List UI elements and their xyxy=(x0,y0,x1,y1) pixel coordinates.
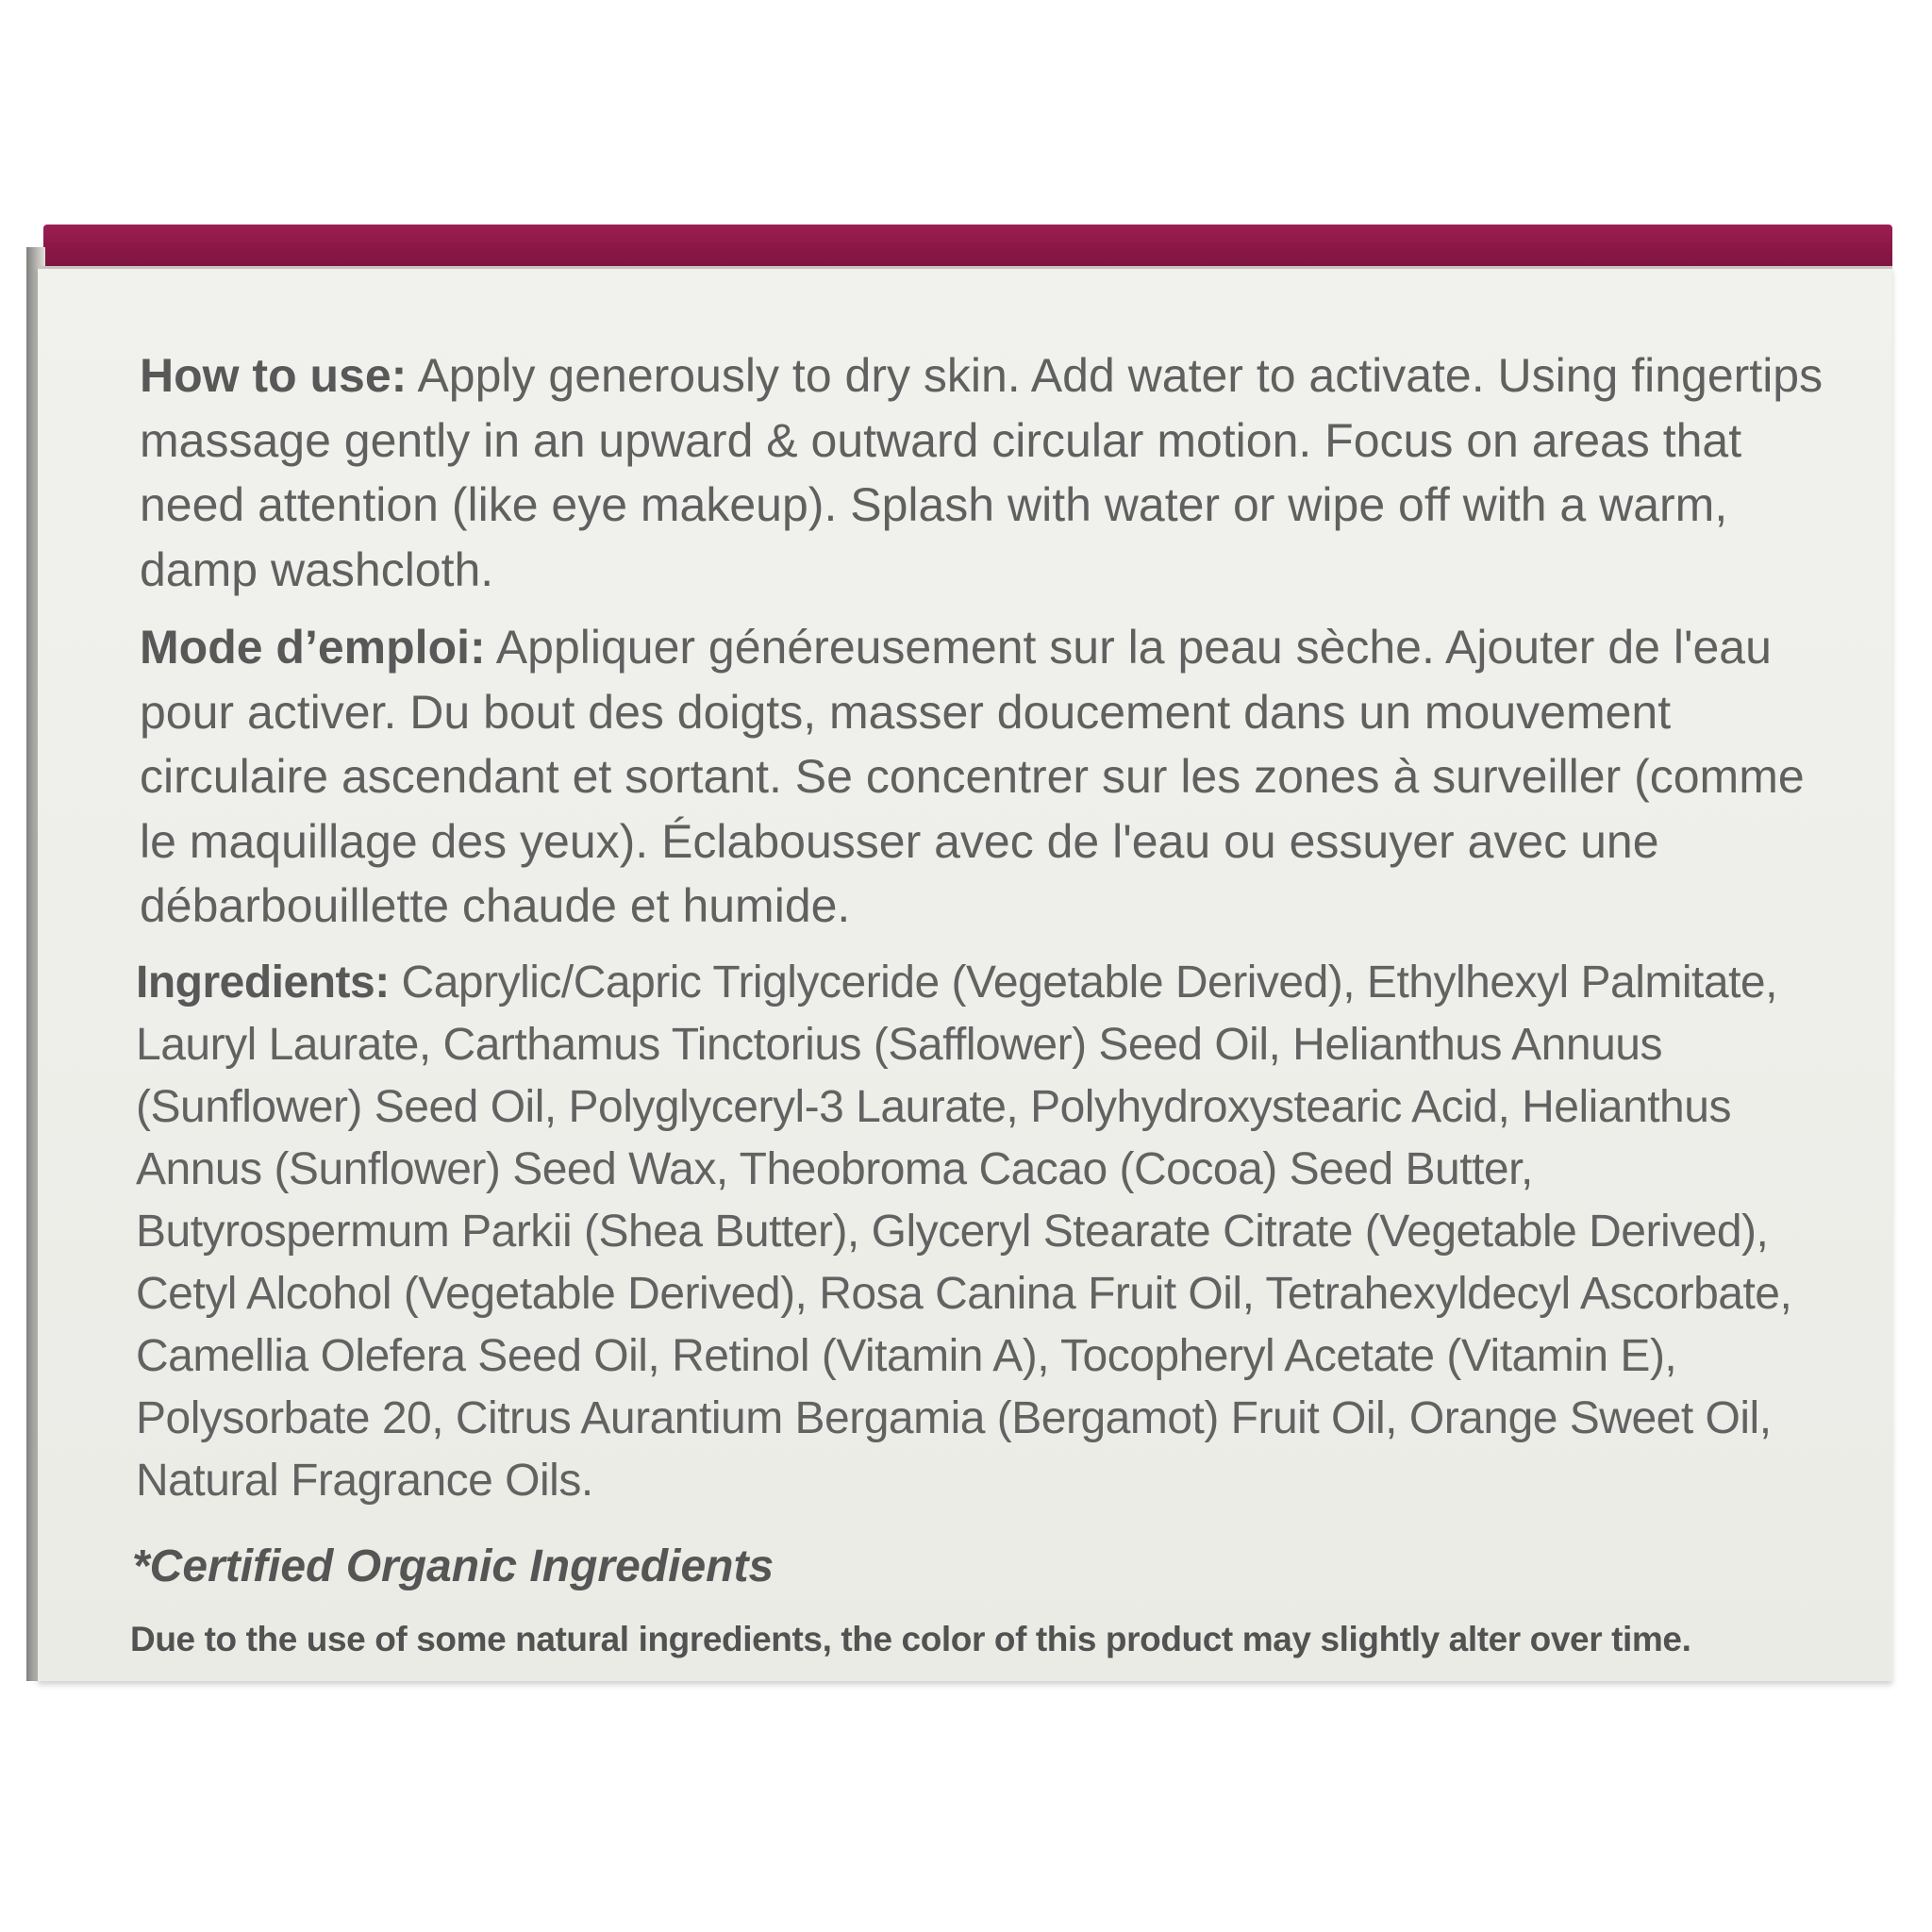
box-back-panel xyxy=(38,266,1892,1681)
mode-emploi-label: Mode d’emploi: xyxy=(140,621,486,674)
ingredients-text: Caprylic/Capric Triglyceride (Vegetable Derived), Ethylhexyl Palmitate, Lauryl Laurate, Carthamus Tinctorius (Safflower) Seed Oil, Helianthus Annuus (Sunflower) Seed Oil, Polyglyceryl-3 Laurate, Polyhydroxystearic Acid, Helianthus Annus (Sunflower) Seed Wax, Theobroma Cacao (Cocoa) Seed Butter, Butyrospermum Parkii (Shea Butter), Glyceryl Stearate Citrate (Vegetable Derived), Cetyl Alcohol (Vegetable Derived), Rosa Canina Fruit Oil, Tetrahexyldecyl Ascorbate, Camellia Olefera Seed Oil, Retinol (Vitamin A), Tocopheryl Acetate (Vitamin E), Polysorbate 20, Citrus Aurantium Bergamia (Bergamot) Fruit Oil, Orange Sweet Oil, Natural Fragrance Oils. xyxy=(136,957,1792,1506)
certified-organic-note: *Certified Organic Ingredients xyxy=(132,1541,774,1591)
panel-top-edge xyxy=(38,266,1892,269)
color-disclaimer: Due to the use of some natural ingredients, the color of this product may slightly alter over time. xyxy=(130,1619,1691,1658)
label-text-block xyxy=(130,343,1838,1663)
box-lid-band xyxy=(43,225,1892,270)
mode-emploi-paragraph xyxy=(140,615,1838,939)
ingredients-label: Ingredients: xyxy=(136,957,390,1008)
how-to-use-label: How to use: xyxy=(140,349,408,402)
how-to-use-text: Apply generously to dry skin. Add water to activate. Using fingertips massage gently in an upward & outward circular motion. Focus on areas that need attention (like eye makeup). Splash with water or wipe off with a warm, damp washcloth. xyxy=(140,349,1824,596)
ingredients-paragraph xyxy=(136,952,1838,1512)
how-to-use-paragraph xyxy=(140,343,1838,602)
mode-emploi-text: Appliquer généreusement sur la peau sèche. Ajouter de l'eau pour activer. Du bout des doigts, masser doucement dans un mouvement circulaire ascendant et sortant. Se concentrer sur les zones à surveiller (comme le maquillage des yeux). Éclabousser avec de l'eau ou essuyer avec une débarbouillette chaude et humide. xyxy=(140,621,1805,932)
